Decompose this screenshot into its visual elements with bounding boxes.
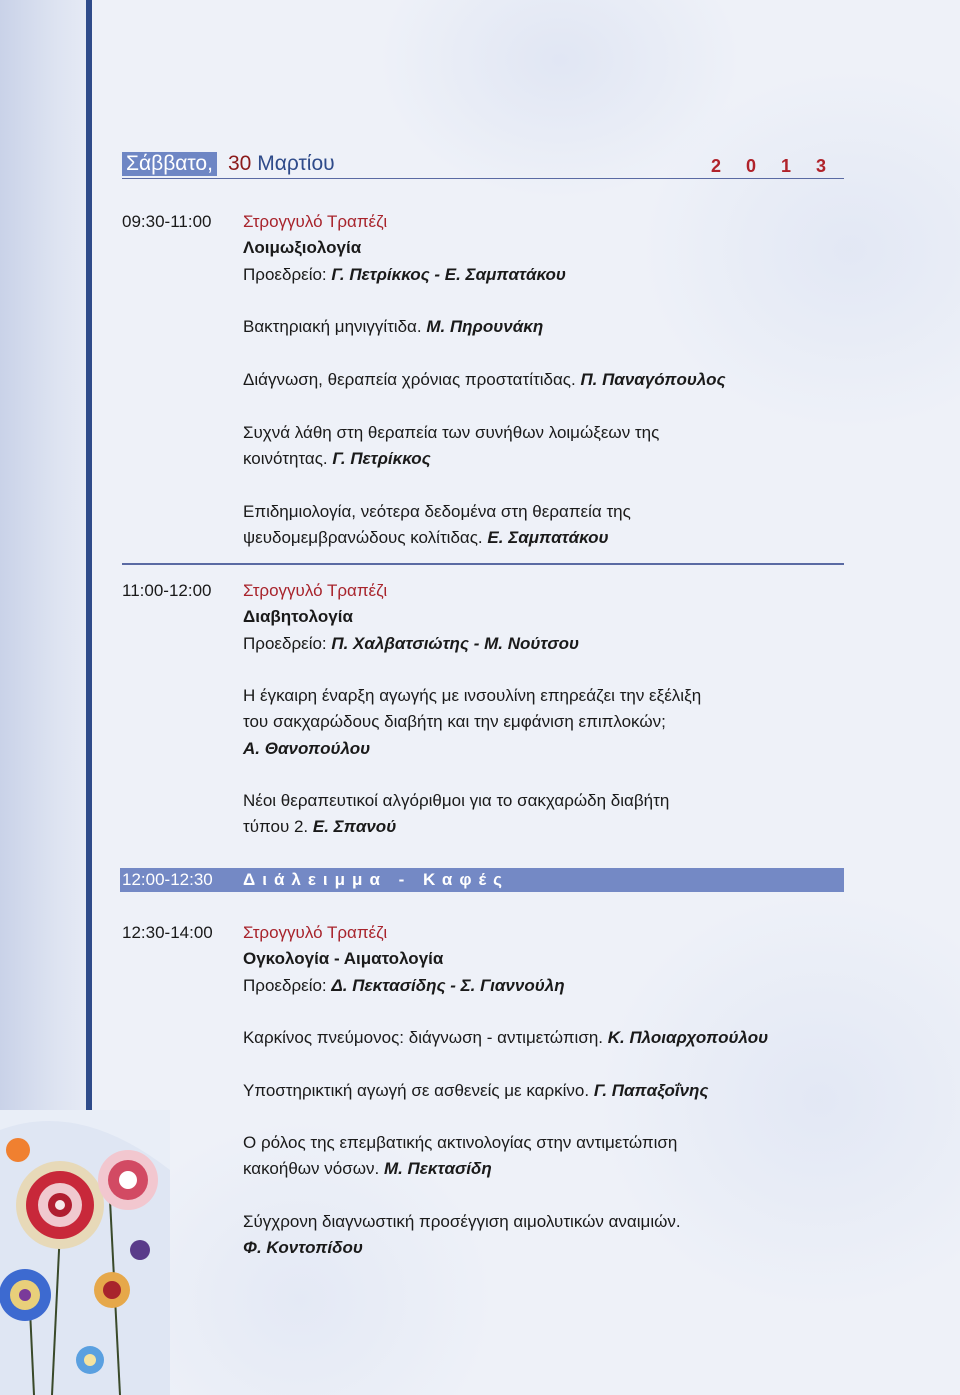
session-chairs: Προεδρείο: Δ. Πεκτασίδης - Σ. Γιαννούλη bbox=[243, 976, 565, 995]
talk-item-line-1: Νέοι θεραπευτικοί αλγόριθμοι για το σακχαρώδη διαβήτη bbox=[243, 791, 670, 810]
talk-speaker: Φ. Κοντοπίδου bbox=[243, 1238, 363, 1257]
talk-item-line-1: Επιδημιολογία, νεότερα δεδομένα στη θεραπεία της bbox=[243, 502, 631, 521]
break-time: 12:00-12:30 bbox=[122, 870, 213, 889]
break-label: Διάλειμμα - Καφές bbox=[243, 870, 510, 889]
talk-item-line-1: Συχνά λάθη στη θεραπεία των συνήθων λοιμώξεων της bbox=[243, 423, 660, 442]
session-chairs: Προεδρείο: Γ. Πετρίκκος - Ε. Σαμπατάκου bbox=[243, 265, 566, 284]
session-type: Στρογγυλό Τραπέζι bbox=[243, 923, 388, 942]
talk-item: Βακτηριακή μηνιγγίτιδα. Μ. Πηρουνάκη bbox=[243, 317, 544, 336]
talk-item: Καρκίνος πνεύμονος: διάγνωση - αντιμετώπιση. Κ. Πλοιαρχοπούλου bbox=[243, 1028, 769, 1047]
date-label bbox=[228, 152, 335, 176]
talk-item-line-2: του σακχαρώδους διαβήτη και την εμφάνιση επιπλοκών; bbox=[243, 712, 666, 731]
year-label: 2 0 1 3 bbox=[710, 156, 836, 176]
talk-item-line-1: Η έγκαιρη έναρξη αγωγής με ινσουλίνη επηρεάζει την εξέλιξη bbox=[243, 686, 702, 705]
day-label: Σάββατο, bbox=[122, 152, 217, 176]
session-type: Στρογγυλό Τραπέζι bbox=[243, 212, 388, 231]
talk-item: Υποστηρικτική αγωγή σε ασθενείς με καρκίνο. Γ. Παπαξοΐνης bbox=[243, 1081, 709, 1100]
talk-item-line-1: Ο ρόλος της επεμβατικής ακτινολογίας στην αντιμετώπιση bbox=[243, 1133, 678, 1152]
talk-item-line-1: Σύγχρονη διαγνωστική προσέγγιση αιμολυτικών αναιμιών. bbox=[243, 1212, 681, 1231]
date-month: Μαρτίου bbox=[257, 152, 335, 175]
talk-speaker: Α. Θανοπούλου bbox=[243, 739, 371, 758]
talk-item-line-2: κοινότητας. Γ. Πετρίκκος bbox=[243, 449, 431, 468]
section-divider bbox=[122, 563, 844, 565]
talk-item-line-2: κακοήθων νόσων. Μ. Πεκτασίδη bbox=[243, 1159, 492, 1178]
session-chairs: Προεδρείο: Π. Χαλβατσιώτης - Μ. Νούτσου bbox=[243, 634, 580, 653]
session-time: 12:30-14:00 bbox=[122, 923, 213, 942]
date-day-number: 30 bbox=[228, 152, 252, 175]
talk-item-line-2: ψευδομεμβρανώδους κολίτιδας. Ε. Σαμπατάκου bbox=[243, 528, 609, 547]
session-type: Στρογγυλό Τραπέζι bbox=[243, 581, 388, 600]
session-topic: Διαβητολογία bbox=[243, 607, 353, 626]
session-topic: Ογκολογία - Αιματολογία bbox=[243, 949, 444, 968]
session-time: 11:00-12:00 bbox=[122, 581, 212, 600]
talk-item: Διάγνωση, θεραπεία χρόνιας προστατίτιδας. Π. Παναγόπουλος bbox=[243, 370, 726, 389]
date-header bbox=[122, 150, 844, 179]
talk-item-line-2: τύπου 2. Ε. Σπανού bbox=[243, 817, 397, 836]
session-time: 09:30-11:00 bbox=[122, 212, 212, 231]
session-topic: Λοιμωξιολογία bbox=[243, 238, 362, 257]
coffee-break-bar bbox=[120, 868, 844, 892]
